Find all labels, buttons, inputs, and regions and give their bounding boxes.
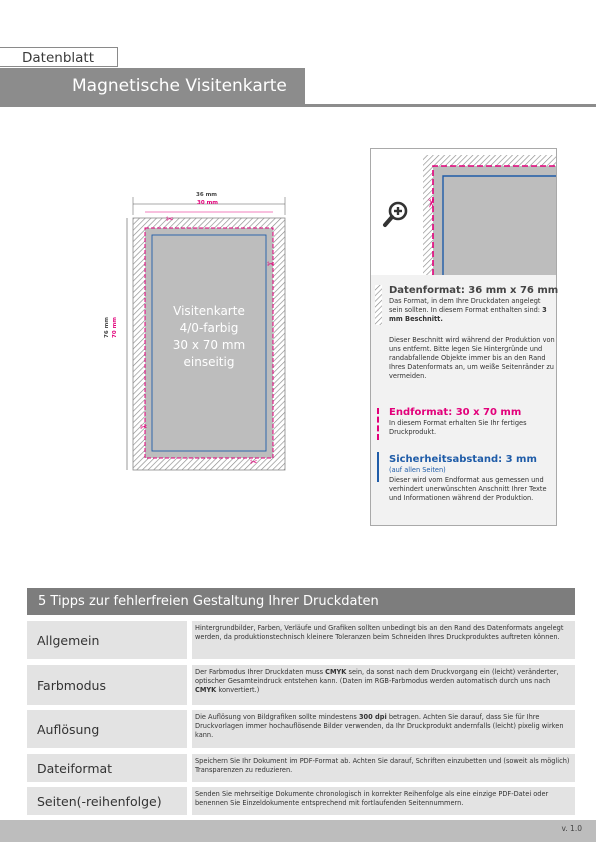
tip-row-dateiformat [27,754,575,782]
cut-legend-icon [377,408,381,440]
card-label: Visitenkarte 4/0-farbig 30 x 70 mm einseitig [172,304,246,369]
tip-row-allgemein [27,621,575,659]
page-title: Magnetische Visitenkarte [0,68,305,105]
dim-outer-height: 76 mm [104,316,110,338]
datasheet-tab: Datenblatt [0,47,118,67]
safety-legend-icon [377,452,379,482]
dim-inner-width: 30 mm [197,200,219,206]
dim-inner-height: 70 mm [112,316,118,338]
scissors-icon: ✂ [166,215,174,225]
scissors-icon: ✂ [250,458,258,468]
tip-text: Speichern Sie Ihr Dokument im PDF-Format ab. Achten Sie darauf, Schriften einzubetten und (soweit als möglich) Transparenzen zu reduzieren. [192,754,575,782]
tip-text: Senden Sie mehrseitige Dokumente chronologisch in korrekter Reihenfolge als eine einzige PDF-Datei oder benennen Sie Einzeldokumente entsprechend mit fortlaufenden Seitennummern. [192,787,575,815]
tip-row-aufloesung [27,710,575,748]
header-divider [0,104,596,107]
svg-text:✂: ✂ [424,198,438,209]
datenformat-title: Datenformat: 36 mm x 76 mm [389,285,559,296]
tip-name: Auflösung [27,710,187,748]
footer-bar [0,820,596,842]
tip-name: Farbmodus [27,665,187,705]
tips-heading: 5 Tipps zur fehlerfreien Gestaltung Ihrer Druckdaten [27,588,575,615]
tip-row-seiten [27,787,575,815]
tip-text: Der Farbmodus Ihrer Druckdaten muss CMYK sein, da sonst nach dem Druckvorgang ein (leicht) veränderter, optischer Gesamteindruck entstehen kann. (Daten im RGB-Farbmodus werden automatisch durch uns nach CMYK konvertiert.) [192,665,575,705]
bleed-legend-icon [374,285,384,325]
sicherheit-subtitle: (auf allen Seiten) [389,466,446,474]
tip-name: Seiten(-reihenfolge) [27,787,187,815]
endformat-title: Endformat: 30 x 70 mm [389,407,522,418]
tip-name: Dateiformat [27,754,187,782]
zoom-in-icon [382,199,412,229]
scissors-icon: ✂ [267,260,275,270]
scissors-icon: ✂ [140,423,148,433]
sicherheit-title: Sicherheitsabstand: 3 mm [389,454,537,465]
datenformat-text: Das Format, in dem Ihre Druckdaten angelegt sein sollten. In diesem Format enthalten sind: 3 mm Beschnitt. [389,297,547,323]
dim-outer-width: 36 mm [196,192,218,198]
tip-row-farbmodus [27,665,575,705]
tip-name: Allgemein [27,621,187,659]
endformat-text: In diesem Format erhalten Sie Ihr fertiges Druckprodukt. [389,419,527,436]
tip-text: Die Auflösung von Bildgrafiken sollte mindestens 300 dpi betragen. Achten Sie darauf, dass Sie für Ihre Druckvorlagen immer hochauflösende Bilder verwenden, da Ihr Druckprodukt andernfalls (leicht) pixelig wirken kann. [192,710,575,748]
sicherheit-text: Dieser wird vom Endformat aus gemessen und verhindert unerwünschten Anschnitt Ihrer Texte und Informationen während der Produktion. [389,476,547,502]
datenformat-note: Dieser Beschnitt wird während der Produktion von uns entfernt. Bitte legen Sie Hintergründe und randabfallende Objekte immer bis an den Rand Ihres Datenformats an, um weiße Seitenränder zu vermeiden. [389,336,555,380]
version-label: v. 1.0 [561,824,582,833]
tip-text: Hintergrundbilder, Farben, Verläufe und Grafiken sollten unbedingt bis an den Rand des Datenformats angelegt werden, da produktionstechnisch kleinere Toleranzen beim Schneiden Ihres Druckproduktes auftreten können. [192,621,575,659]
